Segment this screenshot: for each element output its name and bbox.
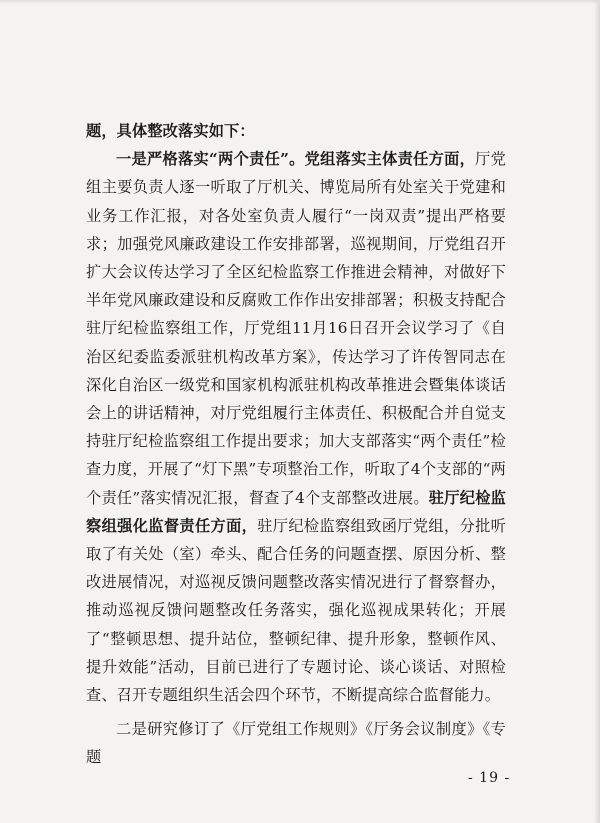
scan-edge-top (0, 0, 600, 4)
paragraph-lead: 一是严格落实“两个责任”。 (116, 150, 305, 169)
document-body (86, 117, 506, 772)
paragraph-rules-revision: 二是研究修订了《厅党组工作规则》《厅务会议制度》《专题 (86, 720, 506, 767)
scan-edge-right (594, 0, 600, 823)
subsection-text-party-group: 厅党组主要负责人逐一听取了厅机关、博览局所有处室关于党建和业务工作汇报，对各处室负责人履行“一岗双责”提出严格要求；加强党风廉政建设工作安排部署，巡视期间，厅党组召开扩大会议传达学习了全区纪检监察工作推进会精神，对做好下半年党风廉政建设和反腐败工作作出安排部署；积极支持配合驻厅纪检监察组工作，厅党组11月16日召开会议学习了《自治区纪委监委派驻机构改革方案》，传达学习了许传智同志在深化自治区一级党和国家机构派驻机构改革推进会暨集体谈话会上的讲话精神，对厅党组履行主体责任、积极配合并自觉支持驻厅纪检监察组工作提出要求；加大支部落实“两个责任”检查力度，开展了“灯下黑”专项整治工作，听取了4个支部的“两个责任”落实情况汇报，督查了4个支部整改进展。 (86, 150, 506, 507)
intro-heading: 题，具体整改落实如下： (86, 122, 255, 140)
subsection-title-discipline-group: 驻厅纪检监察组强化监督责任方面， (86, 488, 507, 535)
paragraph-two-responsibilities (86, 145, 506, 709)
subsection-text-discipline-group: 驻厅纪检监察组致函厅党组，分批听取了有关处（室）牵头、配合任务的问题查摆、原因分析、整改进展情况，对巡视反馈问题整改落实情况进行了督察督办，推动巡视反馈问题整改任务落实，强化巡视成果转化；开展了“整顿思想、提升站位，整顿纪律、提升形象，整顿作风、提升效能”活动，目前已进行了专题讨论、谈心谈话、对照检查、召开专题组织生活会四个环节，不断提高综合监督能力。 (86, 516, 506, 705)
page-number: - 19 - (468, 770, 511, 786)
subsection-title-party-group: 党组落实主体责任方面， (304, 150, 476, 169)
